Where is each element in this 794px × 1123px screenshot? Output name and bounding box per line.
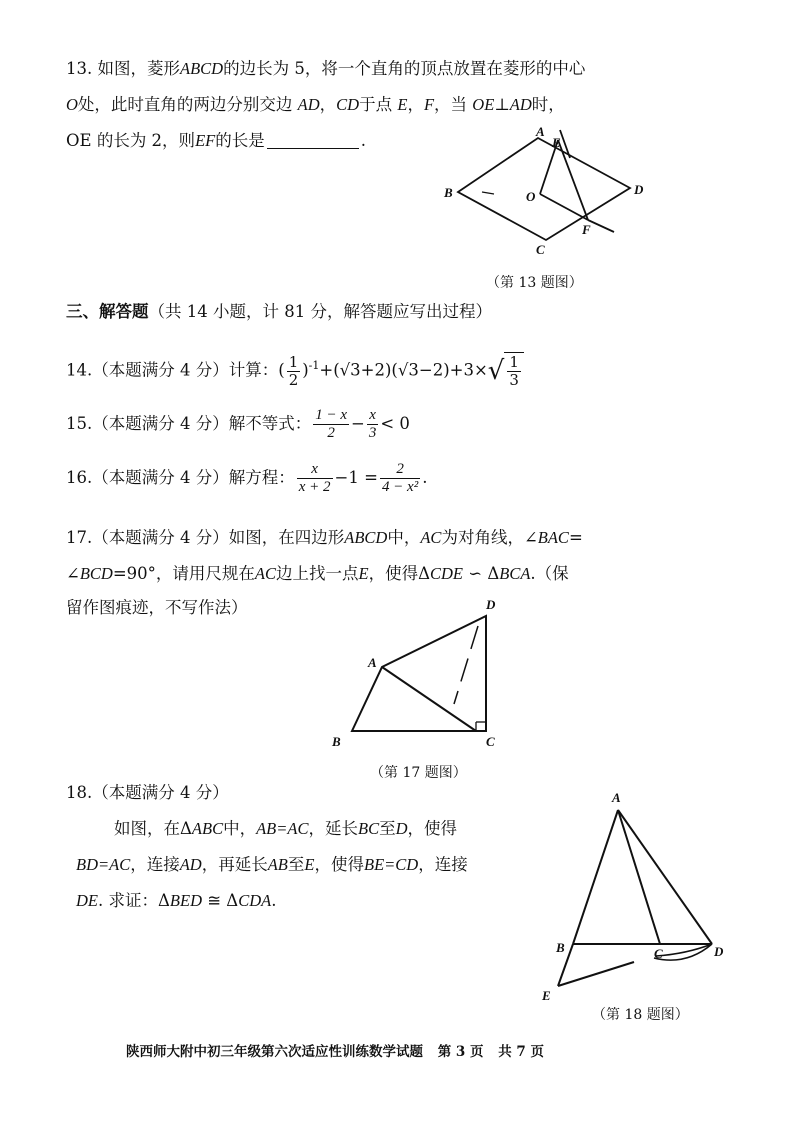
- label-e: E: [552, 135, 561, 150]
- construction-mark: [454, 626, 478, 704]
- label-c: C: [654, 946, 663, 961]
- q13-caption: （第 13 题图）: [486, 275, 583, 291]
- page-footer: 陕西师大附中初三年级第六次适应性训练数学试题 第 3 页 共 7 页: [126, 1044, 544, 1060]
- answer-blank[interactable]: [267, 132, 359, 149]
- label-o: O: [526, 189, 536, 204]
- label-c: C: [536, 242, 545, 257]
- quadrilateral-abcd: [352, 616, 486, 731]
- q18-line3: DE. 求证：ΔBED ≅ ΔCDA.: [76, 891, 277, 910]
- q13-line3: OE 的长为 2，则EF的长是 .: [66, 131, 366, 150]
- ray-e-extension: [560, 130, 570, 158]
- label-c: C: [486, 734, 495, 749]
- label-a: A: [536, 124, 545, 139]
- segment-of: [540, 194, 588, 220]
- q13-figure: [430, 122, 660, 272]
- ray-extension: [588, 220, 614, 232]
- q15-fraction-2: $\frac{x}{3}$: [368, 407, 377, 441]
- segment-de-drawn: [558, 962, 634, 986]
- q14-line: 14.（本题满分 4 分）计算：( $\frac{1}{2}$ )$^{-1}$+(√3+2)(√3−2)+3×√ $\frac{1}{3}$: [66, 348, 524, 388]
- q18-head: 18.（本题满分 4 分）: [66, 783, 229, 802]
- q18-line1: 如图，在ΔABC中，AB=AC，延长BC至D，使得: [114, 819, 457, 838]
- q18-figure: [536, 786, 736, 1006]
- segment-ac: [618, 810, 660, 944]
- construction-arc: [654, 944, 712, 960]
- label-b: B: [444, 185, 453, 200]
- q16-fraction-1: $\frac{x}{x + 2}$: [298, 461, 331, 495]
- section3-heading: 三、解答题（共 14 小题，计 81 分，解答题应写出过程）: [66, 302, 492, 321]
- label-d: D: [714, 944, 724, 959]
- sqrt-icon: √: [487, 356, 505, 386]
- segment-ef: [558, 140, 588, 220]
- label-d: D: [634, 182, 644, 197]
- q15-line: 15.（本题满分 4 分）解不等式： $\frac{1 - x}{2}$ − $\frac{x}{3}$ < 0: [66, 407, 410, 441]
- label-b: B: [332, 734, 341, 749]
- label-a: A: [612, 790, 621, 805]
- label-a: A: [368, 655, 377, 670]
- q17-line2: ∠BCD=90°，请用尺规在AC边上找一点E，使得ΔCDE ∽ ΔBCA.（保: [66, 564, 569, 583]
- q16-line: 16.（本题满分 4 分）解方程： $\frac{x}{x + 2}$ −1 = $\frac{2}{\text{4 − x²}}$ .: [66, 461, 428, 495]
- q16-fraction-2: $\frac{2}{\text{4 − x²}}$: [381, 461, 419, 495]
- q18-caption: （第 18 题图）: [592, 1007, 689, 1023]
- label-d: D: [486, 597, 496, 612]
- q15-fraction-1: $\frac{1 - x}{2}$: [315, 407, 348, 441]
- q18-line2: BD=AC，连接AD，再延长AB至E，使得BE=CD，连接: [76, 855, 468, 874]
- q17-figure: [326, 594, 516, 754]
- label-f: F: [582, 222, 591, 237]
- q13-line1: 13. 如图，菱形ABCD的边长为 5，将一个直角的顶点放置在菱形的中心: [66, 59, 586, 78]
- label-e: E: [542, 988, 551, 1003]
- rhombus-abcd: [458, 138, 630, 240]
- q17-line3: 留作图痕迹，不写作法）: [66, 598, 248, 617]
- q17-caption: （第 17 题图）: [370, 765, 467, 781]
- q14-fraction-third: $\frac{1}{3}$: [509, 352, 519, 389]
- segment-ad: [618, 810, 712, 944]
- q13-line2: O处，此时直角的两边分别交边 AD，CD于点 E，F，当 OE⊥AD时，: [66, 95, 565, 114]
- label-b: B: [556, 940, 565, 955]
- segment-ab: [573, 810, 618, 944]
- q14-fraction-half: $\frac{1}{2}$: [288, 352, 299, 389]
- q17-line1: 17.（本题满分 4 分）如图，在四边形ABCD中，AC为对角线，∠BAC=: [66, 528, 583, 547]
